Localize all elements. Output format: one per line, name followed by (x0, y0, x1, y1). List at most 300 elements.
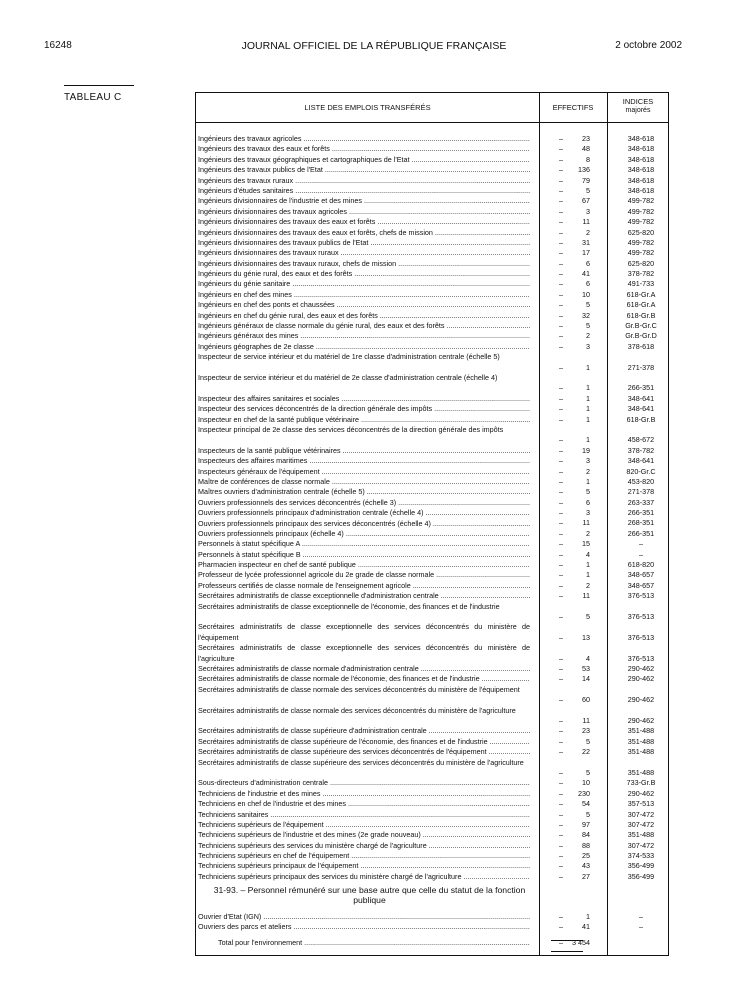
indices-title: INDICES (622, 97, 654, 106)
row-label-wrap (198, 706, 530, 716)
row-label-wrap (198, 394, 530, 404)
row-label: Pharmacien inspecteur en chef de santé publique ..... (198, 560, 530, 569)
row-effectif: 10 (582, 289, 590, 299)
row-dash: – (559, 539, 563, 549)
row-label-wrap (198, 165, 530, 175)
row-dash: – (559, 664, 563, 673)
row-indice: 271-378 (627, 362, 655, 372)
row-indice: 290-462 (627, 715, 655, 725)
row-label: Secrétaires administratifs de classe exceptionnelle des services déconcentrés du ministère de l'équipement (198, 622, 530, 642)
row-label: Secrétaires administratifs de classe supérieure d'administration centrale ..... (198, 726, 530, 735)
table-row (198, 841, 668, 851)
row-indice: 348-618 (627, 154, 655, 164)
row-indice: 348-641 (627, 393, 655, 403)
row-label: Ingénieurs généraux de classe normale du génie rural, des eaux et des forêts ..... (198, 321, 530, 330)
row-dash: – (559, 788, 563, 798)
row-dash: – (559, 632, 563, 642)
table-label-rule (64, 85, 134, 86)
table-row (198, 706, 668, 727)
row-label: Sous-directeurs d'administration centrale ..... (198, 778, 530, 787)
row-indice: 499-782 (627, 196, 655, 206)
row-effectif: 5 (586, 767, 590, 777)
row-indice: 458-672 (627, 435, 655, 445)
row-label: Ingénieurs des travaux agricoles ..... (198, 134, 530, 143)
row-indice: – (639, 549, 643, 559)
row-effectif: 3 (586, 341, 590, 351)
row-effectif: 11 (582, 217, 590, 227)
journal-title: JOURNAL OFFICIEL DE LA RÉPUBLIQUE FRANÇAISE (241, 40, 507, 52)
table-row (198, 228, 668, 238)
row-label: Ingénieurs du génie sanitaire ..... (198, 279, 530, 288)
row-dash: – (559, 653, 563, 663)
row-label: Secrétaires administratifs de classe exceptionnelle des services déconcentrés du ministère de l'agriculture (198, 643, 530, 663)
row-indice: – (639, 922, 643, 932)
table-row (198, 404, 668, 414)
row-label: Ingénieurs d'études sanitaires ..... (198, 186, 530, 195)
row-indice: 348-618 (627, 175, 655, 185)
row-indice: 351-488 (627, 726, 655, 736)
table-row (198, 311, 668, 321)
row-dash: – (559, 175, 563, 185)
row-indice: Gr.B-Gr.D (625, 331, 657, 341)
table-row (198, 737, 668, 747)
row-label: Secrétaires administratifs de classe normale de l'économie, des finances et de l'industrie ..... (198, 674, 530, 683)
row-label: Ingénieurs en chef des ponts et chaussées ..... (198, 300, 530, 309)
row-indice: 307-472 (627, 819, 655, 829)
row-label: Inspecteur en chef de la santé publique vétérinaire ..... (198, 415, 530, 424)
row-dash: – (559, 133, 563, 143)
row-dash: – (559, 580, 563, 590)
row-label-wrap (198, 643, 530, 664)
row-dash: – (559, 144, 563, 154)
table-row (198, 176, 668, 186)
row-indice: 348-657 (627, 570, 655, 580)
table-row (198, 155, 668, 165)
row-effectif: 88 (582, 840, 590, 850)
row-effectif: 11 (582, 591, 590, 601)
row-indice: 348-657 (627, 580, 655, 590)
row-indice: 263-337 (627, 497, 655, 507)
row-label: Ingénieurs en chef du génie rural, des eaux et des forêts ..... (198, 311, 530, 320)
row-indice: 453-820 (627, 476, 655, 486)
table-row (198, 321, 668, 331)
table-row (198, 758, 668, 779)
row-effectif: 3 (586, 206, 590, 216)
row-indice: 357-513 (627, 799, 655, 809)
row-dash: – (559, 476, 563, 486)
row-dash: – (559, 154, 563, 164)
table-row (198, 165, 668, 175)
row-dash: – (559, 560, 563, 570)
table-row (198, 570, 668, 580)
row-effectif: 67 (582, 196, 590, 206)
row-dash: – (559, 518, 563, 528)
row-effectif: 11 (582, 518, 590, 528)
row-effectif: 54 (582, 799, 590, 809)
table-row (198, 810, 668, 820)
row-indice: 348-618 (627, 133, 655, 143)
row-label-wrap (198, 290, 530, 300)
row-label-wrap (198, 144, 530, 154)
column-header-list: LISTE DES EMPLOIS TRANSFÉRÉS (304, 103, 431, 112)
table-row (198, 279, 668, 289)
total-dash: – (559, 937, 563, 947)
row-label: Ouvriers des parcs et ateliers ..... (198, 922, 530, 931)
row-label-wrap (198, 789, 530, 799)
row-dash: – (559, 258, 563, 268)
row-indice: 625-820 (627, 227, 655, 237)
row-label: Secrétaires administratifs de classe exceptionnelle de l'économie, des finances et de l'industrie (198, 601, 500, 611)
row-effectif: 2 (586, 580, 590, 590)
row-indice: 351-488 (627, 767, 655, 777)
table-row (198, 591, 668, 601)
row-label: Personnels à statut spécifique B ..... (198, 550, 530, 559)
row-label: Techniciens sanitaires ..... (198, 810, 530, 819)
row-indice: 348-641 (627, 456, 655, 466)
row-indice: 378-782 (627, 445, 655, 455)
row-effectif: 79 (582, 175, 590, 185)
row-effectif: 1 (586, 414, 590, 424)
row-label-wrap (198, 539, 530, 549)
row-indice: 625-820 (627, 258, 655, 268)
row-effectif: 23 (582, 133, 590, 143)
row-label-wrap (198, 477, 530, 487)
row-effectif: 25 (582, 851, 590, 861)
row-label-wrap (198, 342, 530, 352)
table-row (198, 643, 668, 664)
row-label: Ingénieurs divisionnaires des travaux publics de l'Etat ..... (198, 238, 530, 247)
row-label: Secrétaires administratifs de classe normale d'administration centrale ..... (198, 664, 530, 673)
table-row (198, 872, 668, 882)
row-label-wrap (198, 248, 530, 258)
row-indice: Gr.B-Gr.C (625, 321, 657, 331)
column-header-effectifs: EFFECTIFS (552, 103, 594, 112)
row-label-wrap (198, 851, 530, 861)
row-effectif: 5 (586, 300, 590, 310)
row-effectif: 5 (586, 736, 590, 746)
row-label: Techniciens de l'industrie et des mines ..... (198, 789, 530, 798)
row-indice: 356-499 (627, 871, 655, 881)
row-indice: 271-378 (627, 487, 655, 497)
row-effectif: 2 (586, 227, 590, 237)
table-row (198, 373, 668, 394)
table-row (198, 331, 668, 341)
row-effectif: 43 (582, 861, 590, 871)
row-label-wrap (198, 259, 530, 269)
row-indice: 290-462 (627, 695, 655, 705)
row-label: Ingénieurs des travaux des eaux et forêts ..... (198, 144, 530, 153)
row-dash: – (559, 819, 563, 829)
table-row (198, 207, 668, 217)
row-label: Secrétaires administratifs de classe normale des services déconcentrés du ministère de l'agriculture (198, 705, 516, 715)
row-dash: – (559, 612, 563, 622)
row-dash: – (559, 321, 563, 331)
row-label-wrap (198, 196, 530, 206)
column-header-indices (607, 97, 669, 115)
row-label-wrap (198, 238, 530, 248)
row-effectif: 1 (586, 560, 590, 570)
table-row (198, 456, 668, 466)
row-dash: – (559, 591, 563, 601)
table-row (198, 789, 668, 799)
row-dash: – (559, 747, 563, 757)
row-label: Professeur de lycée professionnel agricole du 2e grade de classe normale ..... (198, 570, 530, 579)
row-indice: 348-618 (627, 165, 655, 175)
table-row (198, 467, 668, 477)
row-label-wrap (198, 758, 530, 768)
table-row (198, 487, 668, 497)
row-indice: 618-Gr.B (626, 414, 656, 424)
row-effectif: 8 (586, 154, 590, 164)
table-row (198, 217, 668, 227)
row-label-wrap (198, 331, 530, 341)
table-row (198, 674, 668, 684)
row-label-wrap (198, 446, 530, 456)
row-effectif: 41 (582, 269, 590, 279)
table-label: TABLEAU C (64, 92, 122, 103)
row-label-wrap (198, 830, 530, 840)
row-label-wrap (198, 747, 530, 757)
row-label: Ingénieurs géographes de 2e classe ..... (198, 342, 530, 351)
row-dash: – (559, 393, 563, 403)
row-dash: – (559, 809, 563, 819)
table-row (198, 238, 668, 248)
row-dash: – (559, 570, 563, 580)
row-label: Ingénieurs divisionnaires des travaux ruraux, chefs de mission ..... (198, 259, 530, 268)
row-label: Secrétaires administratifs de classe exceptionnelle d'administration centrale ..... (198, 591, 530, 600)
row-dash: – (559, 383, 563, 393)
row-dash: – (559, 331, 563, 341)
row-label-wrap (198, 207, 530, 217)
row-dash: – (559, 279, 563, 289)
row-dash: – (559, 165, 563, 175)
row-effectif: 4 (586, 653, 590, 663)
row-indice: 351-488 (627, 830, 655, 840)
row-label-wrap (198, 674, 530, 684)
row-dash: – (559, 466, 563, 476)
row-label-wrap (198, 415, 530, 425)
row-label: Ingénieurs des travaux ruraux ..... (198, 176, 530, 185)
row-label: Techniciens supérieurs principaux de l'équipement ..... (198, 861, 530, 870)
row-label-wrap (198, 321, 530, 331)
table-row (198, 425, 668, 446)
row-label-wrap (198, 810, 530, 820)
section-title: 31-93. – Personnel rémunéré sur une base autre que celle du statut de la fonction publique (213, 885, 526, 906)
row-label-wrap (198, 498, 530, 508)
row-label: Ouvrier d'Etat (IGN) ..... (198, 912, 530, 921)
row-label-wrap (198, 550, 530, 560)
row-effectif: 1 (586, 435, 590, 445)
table-row (198, 498, 668, 508)
row-dash: – (559, 362, 563, 372)
row-indice: 820-Gr.C (626, 466, 656, 476)
row-label-wrap (198, 922, 530, 932)
row-label-wrap (198, 311, 530, 321)
row-indice: 378-782 (627, 269, 655, 279)
row-dash: – (559, 549, 563, 559)
row-dash: – (559, 695, 563, 705)
row-label: Ouvriers professionnels principaux d'administration centrale (échelle 4) ..... (198, 508, 530, 517)
row-indice: 499-782 (627, 217, 655, 227)
row-effectif: 5 (586, 612, 590, 622)
row-label: Inspecteurs de la santé publique vétérinaires ..... (198, 446, 530, 455)
row-indice: 499-782 (627, 206, 655, 216)
row-dash: – (559, 289, 563, 299)
table-row (198, 446, 668, 456)
row-label: Inspecteur de service intérieur et du matériel de 1re classe d'administration centrale (échelle 5) (198, 352, 500, 362)
row-effectif: 11 (582, 715, 590, 725)
table-row (198, 290, 668, 300)
table-row (198, 196, 668, 206)
row-label: Ingénieurs des travaux publics de l'Etat ..... (198, 165, 530, 174)
table-row (198, 352, 668, 373)
table-row (198, 799, 668, 809)
row-effectif: 2 (586, 331, 590, 341)
row-label: Ingénieurs divisionnaires des travaux des eaux et forêts ..... (198, 217, 530, 226)
table-row (198, 269, 668, 279)
row-effectif: 14 (582, 674, 590, 684)
row-label-wrap (198, 912, 530, 922)
row-effectif: 84 (582, 830, 590, 840)
row-effectif: 230 (578, 788, 590, 798)
row-effectif: 27 (582, 871, 590, 881)
row-indice: 356-499 (627, 861, 655, 871)
row-effectif: 4 (586, 549, 590, 559)
row-dash: – (559, 922, 563, 932)
row-label-wrap (198, 591, 530, 601)
row-indice: 618-Gr.A (626, 300, 656, 310)
row-label-wrap (198, 373, 530, 383)
row-effectif: 60 (582, 695, 590, 705)
row-label-wrap (198, 560, 530, 570)
row-label: Personnels à statut spécifique A ..... (198, 539, 530, 548)
row-indice: 499-782 (627, 248, 655, 258)
row-indice: 491-733 (627, 279, 655, 289)
table-row (198, 550, 668, 560)
row-effectif: 1 (586, 911, 590, 921)
row-dash: – (559, 310, 563, 320)
indices-subtitle: majorés (625, 107, 651, 114)
page-number: 16248 (44, 40, 72, 51)
row-dash: – (559, 497, 563, 507)
row-label: Techniciens supérieurs principaux des services du ministère chargé de l'agriculture ..... (198, 872, 530, 881)
row-label-wrap (198, 508, 530, 518)
row-indice: 266-351 (627, 508, 655, 518)
row-effectif: 6 (586, 258, 590, 268)
row-effectif: 13 (582, 632, 590, 642)
row-indice: 499-782 (627, 237, 655, 247)
row-effectif: 5 (586, 487, 590, 497)
row-label: Secrétaires administratifs de classe supérieure des services déconcentrés de l'équipement ..... (198, 747, 530, 756)
total-row (198, 938, 668, 948)
row-effectif: 3 (586, 508, 590, 518)
row-label: Secrétaires administratifs de classe normale des services déconcentrés du ministère de l'équipement (198, 684, 520, 694)
row-label-wrap (198, 529, 530, 539)
row-indice: 618-Gr.B (626, 310, 656, 320)
row-effectif: 19 (582, 445, 590, 455)
row-indice: 376-513 (627, 653, 655, 663)
row-effectif: 22 (582, 747, 590, 757)
row-indice: 266-351 (627, 528, 655, 538)
table-row (198, 394, 668, 404)
row-label-wrap (198, 487, 530, 497)
row-indice: 290-462 (627, 674, 655, 684)
row-dash: – (559, 726, 563, 736)
row-dash: – (559, 778, 563, 788)
row-dash: – (559, 861, 563, 871)
row-dash: – (559, 767, 563, 777)
row-label-wrap (198, 519, 530, 529)
row-label: Ingénieurs divisionnaires des travaux des eaux et forêts, chefs de mission ..... (198, 228, 530, 237)
row-dash: – (559, 196, 563, 206)
row-effectif: 97 (582, 819, 590, 829)
row-dash: – (559, 217, 563, 227)
row-indice: 290-462 (627, 664, 655, 673)
row-label: Ingénieurs du génie rural, des eaux et des forêts ..... (198, 269, 530, 278)
table-row (198, 602, 668, 623)
row-dash: – (559, 674, 563, 684)
row-indice: 376-513 (627, 591, 655, 601)
row-effectif: 6 (586, 497, 590, 507)
row-effectif: 1 (586, 476, 590, 486)
row-dash: – (559, 414, 563, 424)
row-label: Inspecteurs des affaires maritimes ..... (198, 456, 530, 465)
total-effectif: 3 454 (572, 937, 590, 947)
table-row (198, 747, 668, 757)
table-row (198, 477, 668, 487)
row-effectif: 1 (586, 570, 590, 580)
row-label: Techniciens supérieurs en chef de l'équipement ..... (198, 851, 530, 860)
row-dash: – (559, 185, 563, 195)
row-label-wrap (198, 570, 530, 580)
total-label: Total pour l'environnement ..... (218, 938, 530, 947)
row-label-wrap (198, 726, 530, 736)
row-label-wrap (198, 155, 530, 165)
row-effectif: 1 (586, 362, 590, 372)
row-label-wrap (198, 300, 530, 310)
row-label-wrap (198, 820, 530, 830)
row-dash: – (559, 300, 563, 310)
row-effectif: 2 (586, 528, 590, 538)
row-label-wrap (198, 799, 530, 809)
row-dash: – (559, 435, 563, 445)
row-dash: – (559, 206, 563, 216)
table-row (198, 851, 668, 861)
row-label: Inspecteur des services déconcentrés de la direction générale des impôts ..... (198, 404, 530, 413)
row-label-wrap (198, 664, 530, 674)
table-row (198, 622, 668, 643)
table-row (198, 300, 668, 310)
row-dash: – (559, 799, 563, 809)
row-effectif: 5 (586, 809, 590, 819)
table-row (198, 529, 668, 539)
row-indice: – (639, 911, 643, 921)
row-dash: – (559, 341, 563, 351)
row-label-wrap (198, 872, 530, 882)
row-label: Ingénieurs divisionnaires des travaux ruraux ..... (198, 248, 530, 257)
row-label-wrap (198, 467, 530, 477)
row-label: Ouvriers professionnels principaux des services déconcentrés (échelle 4) ..... (198, 519, 530, 528)
row-indice: 307-472 (627, 840, 655, 850)
row-effectif: 53 (582, 664, 590, 673)
row-indice: 733-Gr.B (626, 778, 656, 788)
row-label-wrap (198, 737, 530, 747)
row-effectif: 6 (586, 279, 590, 289)
row-indice: 351-488 (627, 736, 655, 746)
row-effectif: 2 (586, 466, 590, 476)
row-dash: – (559, 736, 563, 746)
table-row (198, 508, 668, 518)
